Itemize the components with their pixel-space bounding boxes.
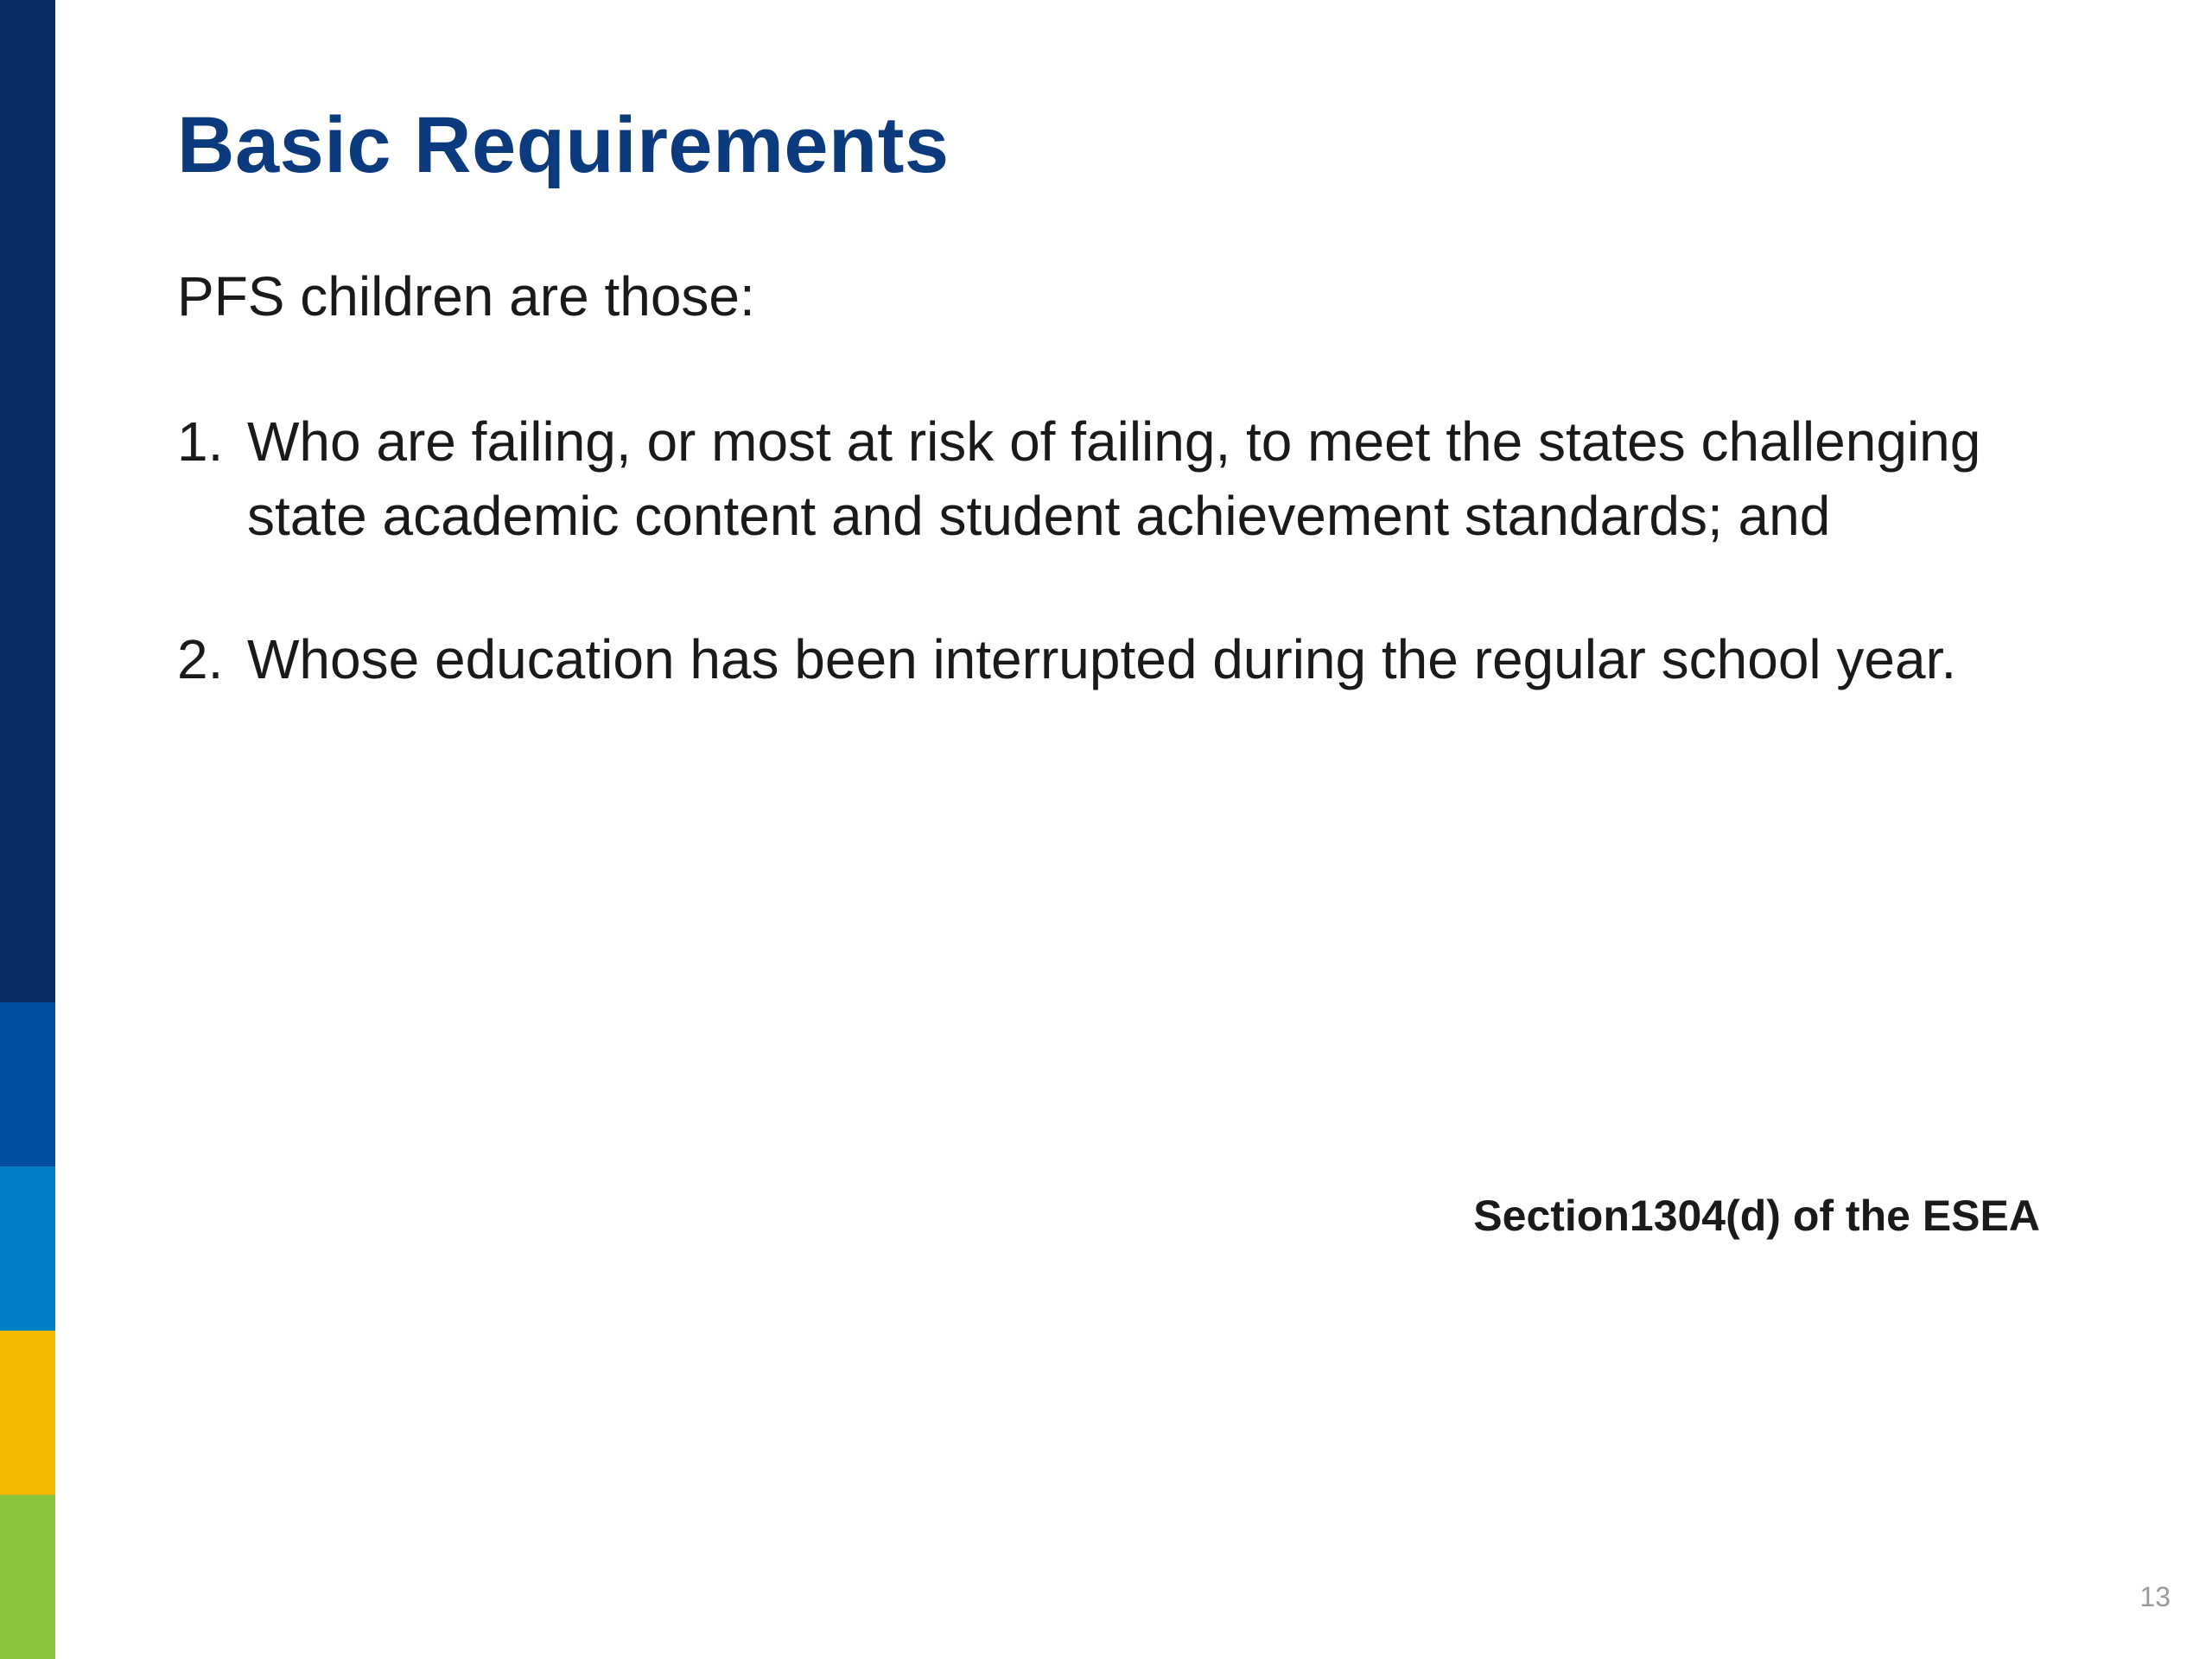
page-number: 13: [2139, 1581, 2171, 1612]
intro-text: PFS children are those:: [177, 265, 755, 327]
requirement-number: 1.: [177, 410, 224, 473]
sidebar-segment-light-blue: [0, 1166, 55, 1331]
requirement-number: 2.: [177, 628, 224, 690]
sidebar-segment-yellow: [0, 1331, 55, 1495]
requirements-list: [177, 404, 2035, 766]
requirement-item: [177, 404, 2035, 553]
source-citation: Section1304(d) of the ESEA: [1473, 1192, 2040, 1240]
sidebar-segment-blue: [0, 1002, 55, 1166]
color-sidebar: [0, 0, 55, 1659]
requirement-text: Whose education has been interrupted during the regular school year.: [247, 628, 1957, 690]
requirement-item: [177, 622, 2035, 696]
sidebar-segment-navy: [0, 0, 55, 1002]
slide-title: Basic Requirements: [177, 101, 950, 189]
requirement-text: Who are failing, or most at risk of failing, to meet the states challenging state academic content and student achievement standards; and: [247, 410, 1981, 547]
sidebar-segment-green: [0, 1495, 55, 1659]
